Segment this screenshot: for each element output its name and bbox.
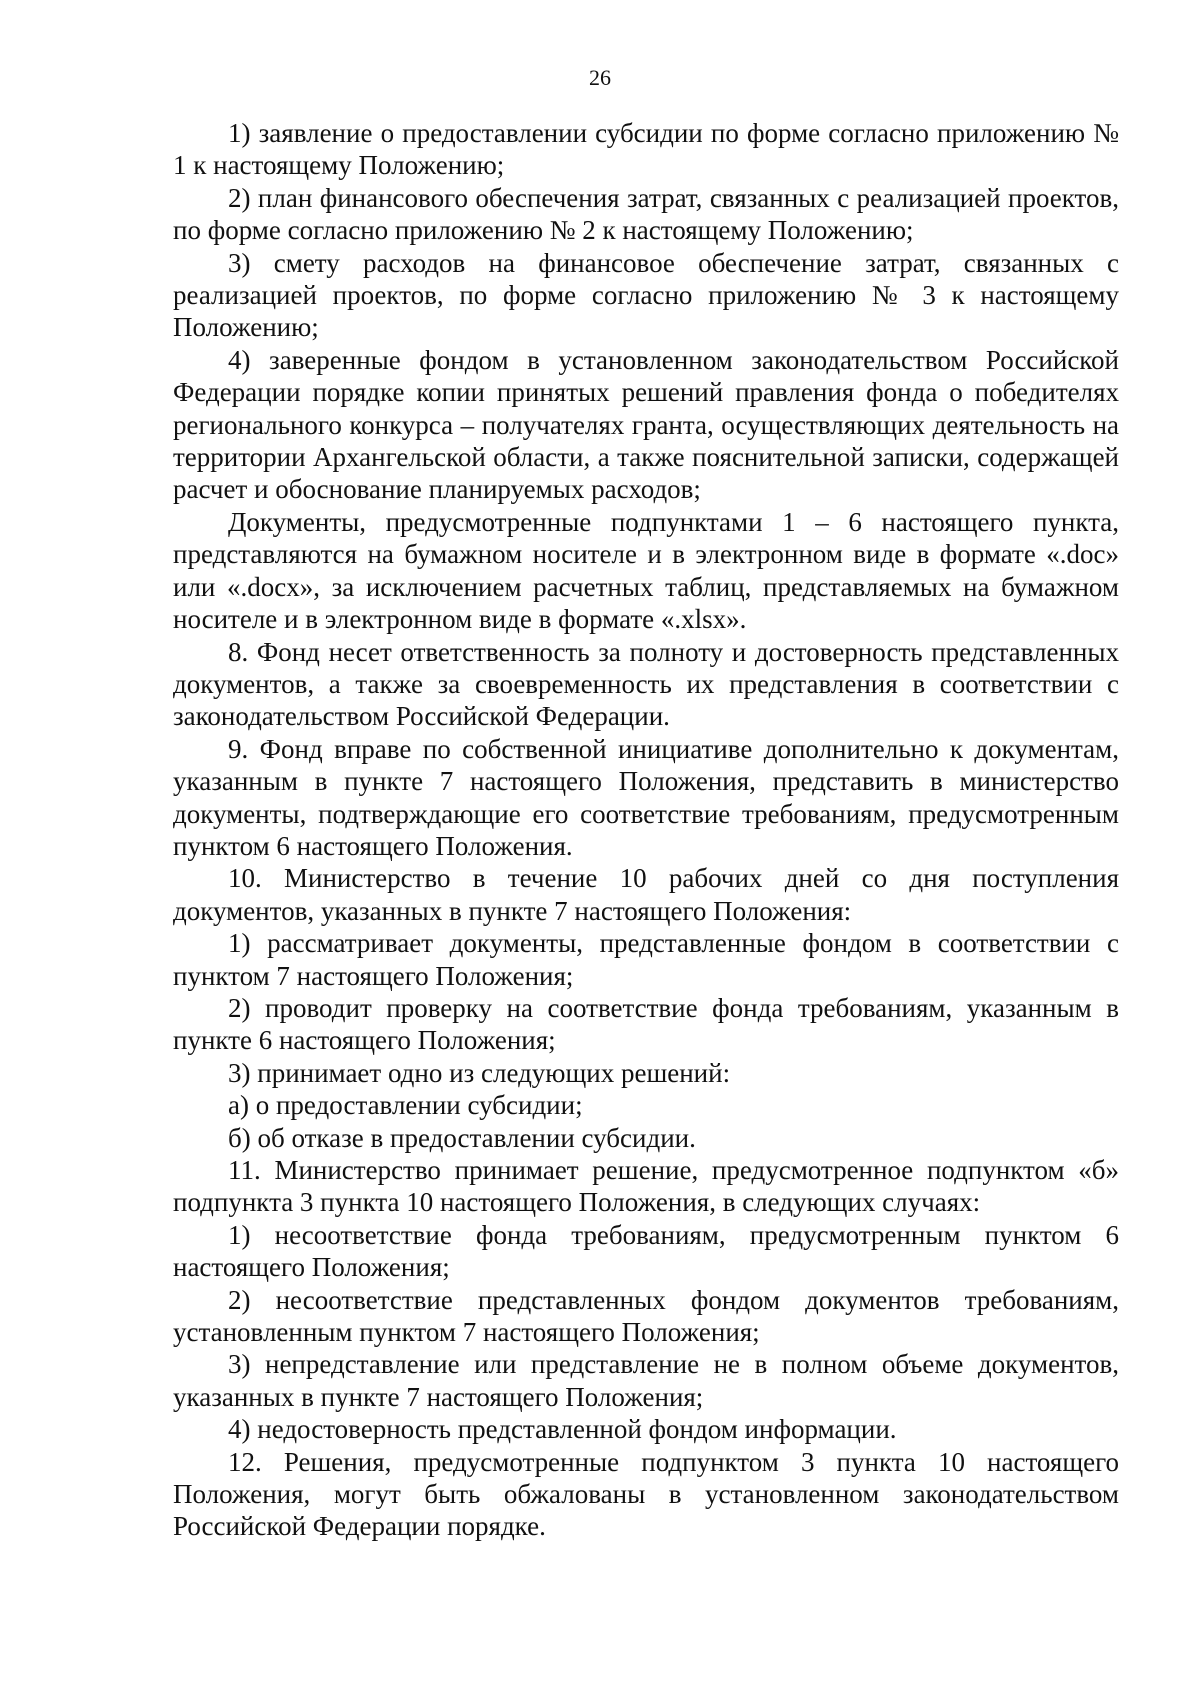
paragraph: 1) рассматривает документы, представленные фондом в соответствии с пунктом 7 настоящего Положения; [173, 928, 1119, 991]
paragraph: Документы, предусмотренные подпунктами 1 – 6 настоящего пункта, представляются на бумажном носителе и в электронном виде в формате «.doc» или «.docx», за исключением расчетных таблиц, представляемых на бумажном носителе и в электронном виде в формате «.xlsx». [173, 506, 1119, 635]
paragraph: а) о предоставлении субсидии; [228, 1090, 583, 1121]
paragraph: 2) проводит проверку на соответствие фонда требованиям, указанным в пункте 6 настоящего Положения; [173, 992, 1119, 1056]
paragraph: б) об отказе в предоставлении субсидии. [228, 1122, 696, 1153]
paragraph: 4) заверенные фондом в установленном законодательством Российской Федерации порядке копии принятых решений правления фонда о победителях регионального конкурса – получателях гранта, осуществляющих деятельность на территории Архангельской области, а также пояснительной записки, содержащей расчет и обоснование планируемых расходов; [173, 344, 1119, 505]
paragraph: 1) несоответствие фонда требованиям, предусмотренным пунктом 6 настоящего Положения; [173, 1219, 1119, 1283]
paragraph: 1) заявление о предоставлении субсидии по форме согласно приложению № 1 к настоящему Положению; [173, 118, 1119, 181]
paragraph: 4) недостоверность представленной фондом информации. [228, 1414, 897, 1445]
paragraph: 11. Министерство принимает решение, предусмотренное подпунктом «б» подпункта 3 пункта 10 настоящего Положения, в следующих случаях: [173, 1155, 1119, 1218]
paragraph: 10. Министерство в течение 10 рабочих дней со дня поступления документов, указанных в пункте 7 настоящего Положения: [173, 863, 1119, 926]
paragraph: 12. Решения, предусмотренные подпунктом 3 пункта 10 настоящего Положения, могут быть обжалованы в установленном законодательством Российской Федерации порядке. [173, 1446, 1119, 1542]
page-number: 26 [589, 65, 611, 90]
paragraph: 2) план финансового обеспечения затрат, связанных с реализацией проектов, по форме согласно приложению № 2 к настоящему Положению; [173, 182, 1119, 246]
paragraph: 8. Фонд несет ответственность за полноту и достоверность представленных документов, а также за своевременность их представления в соответствии с законодательством Российской Федерации. [173, 636, 1119, 732]
paragraph: 2) несоответствие представленных фондом документов требованиям, установленным пунктом 7 настоящего Положения; [173, 1284, 1119, 1348]
paragraph: 3) непредставление или представление не в полном объеме документов, указанных в пункте 7 настоящего Положения; [173, 1349, 1119, 1412]
paragraph: 3) принимает одно из следующих решений: [228, 1057, 731, 1088]
paragraph: 3) смету расходов на финансовое обеспечение затрат, связанных с реализацией проектов, по форме согласно приложению № 3 к настоящему Положению; [173, 247, 1119, 343]
document-body [173, 117, 1119, 1543]
paragraph: 9. Фонд вправе по собственной инициативе дополнительно к документам, указанным в пункте 7 настоящего Положения, представить в министерство документы, подтверждающие его соответствие требованиям, предусмотренным пунктом 6 настоящего Положения. [173, 733, 1119, 861]
